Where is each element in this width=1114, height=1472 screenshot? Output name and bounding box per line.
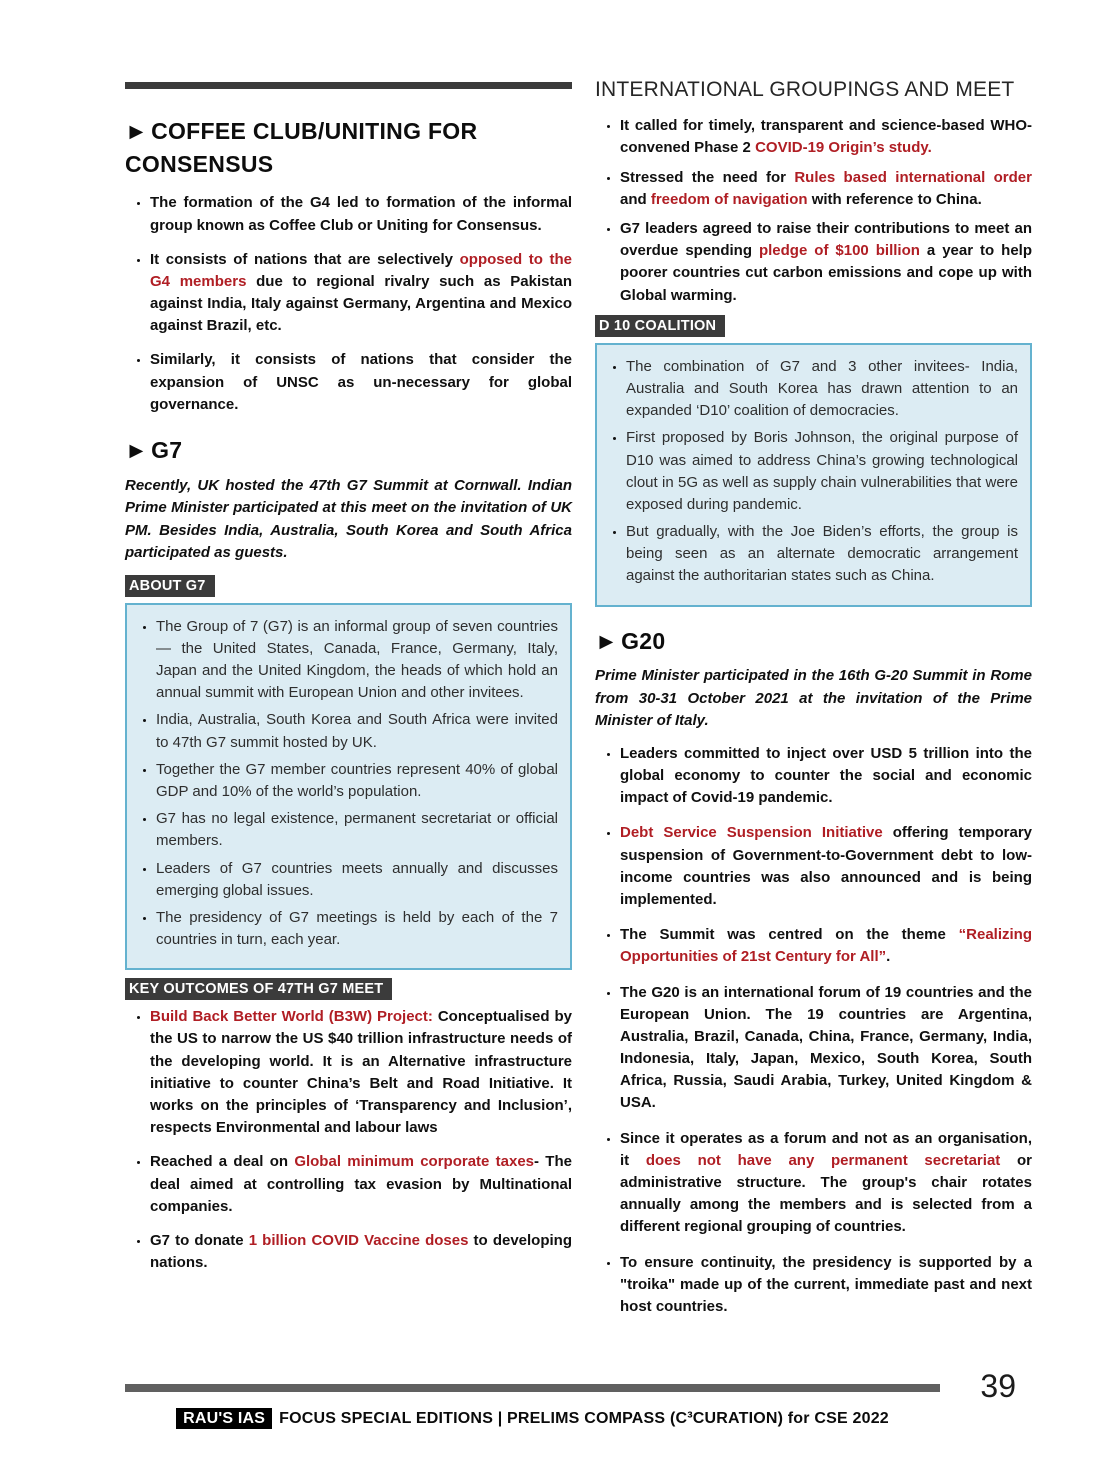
page-footer	[0, 1368, 1114, 1472]
bullet-item	[150, 1151, 572, 1218]
bullet-item	[150, 249, 572, 338]
highlighted-text: opposed to the G4 members	[150, 250, 572, 290]
g20-bullet-list	[595, 743, 1032, 1318]
heading-g7	[125, 434, 572, 467]
body-text: Since it operates as a forum and not as an organisation, it	[620, 1129, 1032, 1169]
bullet-item	[620, 1128, 1032, 1239]
bullet-item	[620, 822, 1032, 911]
body-text: The combination of G7 and 3 other invitees- India, Australia and South Korea has drawn attention to an expanded ‘D10’ coalition of democracies.	[626, 357, 1018, 420]
body-text: G7 leaders agreed to raise their contributions to meet an overdue spending	[620, 220, 1032, 260]
highlighted-text: does not have any permanent secretariat	[645, 1151, 1001, 1169]
highlighted-text: freedom of navigation	[650, 190, 808, 208]
body-text: India, Australia, South Korea and South Africa were invited to 47th G7 summit hosted by UK.	[156, 711, 558, 751]
body-text: Leaders of G7 countries meets annually and discusses emerging global issues.	[156, 859, 558, 899]
body-text: It called for timely, transparent and science-based WHO-convened Phase 2	[620, 117, 1032, 157]
body-text: G7 to donate	[150, 1231, 249, 1249]
right-column	[595, 76, 1032, 1331]
arrow-icon: ►	[595, 627, 619, 654]
highlighted-text: Rules based international order	[794, 168, 1032, 186]
about-g7-label: ABOUT G7	[125, 575, 215, 597]
body-text: The presidency of G7 meetings is held by each of the 7 countries in turn, each year.	[156, 908, 558, 949]
g20-intro-paragraph: Prime Minister participated in the 16th G-20 Summit in Rome from 30-31 October 2021 at the invitation of the Prime Minister of Italy.	[595, 667, 1032, 730]
page-header-title: INTERNATIONAL GROUPINGS AND MEET	[595, 78, 1015, 101]
body-text: Leaders committed to inject over USD 5 trillion into the global economy to counter the social and economic impact of Covid-19 pandemic.	[620, 744, 1032, 807]
bullet-item	[156, 907, 558, 951]
d10-bullet-list	[601, 356, 1018, 588]
body-text: The Summit was centred on the theme	[620, 926, 959, 944]
d10-label-row	[595, 315, 1032, 337]
left-column	[125, 76, 572, 1331]
body-text: to developing nations.	[150, 1231, 572, 1272]
arrow-icon: ►	[125, 118, 149, 144]
bullet-item	[156, 858, 558, 902]
body-text: The Group of 7 (G7) is an informal group of seven countries — the United States, Canada, France, Germany, Italy, Japan and the United Kingdom, the heads of which hold an annual summit with European Union and other invitees.	[156, 617, 558, 702]
page-number: 39	[980, 1368, 1016, 1404]
body-text: The formation of the G4 led to formation of the informal group known as Coffee Club or Uniting for Consensus.	[150, 194, 572, 234]
left-column-top-rule	[125, 82, 572, 89]
bullet-item	[620, 115, 1032, 159]
body-text: To ensure continuity, the presidency is supported by a "troika" made up of the current, immediate past and next host countries.	[620, 1253, 1032, 1315]
g7-continued-bullet-list	[595, 115, 1032, 307]
bullet-item	[626, 427, 1018, 516]
bullet-item	[620, 167, 1032, 211]
bullet-item	[620, 218, 1032, 307]
bullet-item	[150, 349, 572, 416]
bullet-item	[156, 759, 558, 803]
d10-coalition-label: D 10 COALITION	[595, 315, 725, 337]
about-g7-info-box	[125, 603, 572, 971]
highlighted-text: COVID-19 Origin’s study.	[755, 139, 932, 157]
bullet-item	[150, 1230, 572, 1274]
body-text: due to regional rivalry such as Pakistan against India, Italy against Germany, Argentina and Mexico against Brazil, etc.	[150, 272, 572, 335]
body-text: .	[886, 948, 891, 966]
bullet-item	[150, 192, 572, 236]
body-text: Reached a deal on	[150, 1153, 295, 1171]
highlighted-text: Debt Service Suspension Initiative	[620, 824, 883, 842]
body-text: with reference to China.	[807, 190, 982, 208]
about-g7-bullet-list	[131, 616, 558, 952]
bullet-item	[626, 521, 1018, 588]
body-text: Similarly, it consists of nations that consider the expansion of UNSC as un-necessary for global governance.	[150, 351, 572, 413]
footer-line	[125, 1410, 940, 1428]
highlighted-text: pledge of $100 billion	[758, 242, 920, 260]
heading-coffee-club	[125, 115, 572, 180]
highlighted-text: “Realizing Opportunities of 21st Century for All”	[620, 926, 1032, 966]
heading-g20	[595, 625, 1032, 658]
body-text: a year to help poorer countries cut carbon emissions and cope up with Global warming.	[620, 242, 1033, 304]
bullet-item	[156, 616, 558, 705]
body-text: Stressed the need for	[620, 168, 795, 186]
body-text: Conceptualised by the US to narrow the US $40 trillion infrastructure needs of the developing world. It is an Alternative infrastructure initiative to counter China’s Belt and Road Initiative. It works on the principles of ‘Transparency and Inclusion’, respects Environmental and labour laws	[150, 1008, 573, 1137]
body-text: G7 has no legal existence, permanent secretariat or official members.	[156, 810, 558, 850]
g7-intro-paragraph: Recently, UK hosted the 47th G7 Summit at Cornwall. Indian Prime Minister participated at this meet on the invitation of UK PM. Besides India, Australia, South Korea and South Africa participated as guests.	[125, 476, 572, 562]
highlighted-text: Global minimum corporate taxes	[294, 1153, 535, 1171]
bullet-item	[620, 982, 1032, 1115]
bullet-item	[626, 356, 1018, 423]
highlighted-text: Build Back Better World (B3W) Project:	[150, 1008, 433, 1026]
footer-text: FOCUS SPECIAL EDITIONS | PRELIMS COMPASS (C³CURATION) for CSE 2022	[279, 1410, 889, 1427]
heading-g20-text: G20	[621, 627, 666, 654]
bullet-item	[620, 924, 1032, 968]
key-outcomes-label-row	[125, 978, 572, 1000]
heading-coffee-club-text: COFFEE CLUB/UNITING FOR CONSENSUS	[125, 118, 478, 177]
body-text: It consists of nations that are selectively	[150, 250, 460, 268]
footer-brand-badge: RAU'S IAS	[176, 1408, 272, 1429]
arrow-icon: ►	[125, 437, 149, 463]
key-outcomes-label: KEY OUTCOMES OF 47TH G7 MEET	[125, 978, 392, 1000]
heading-g7-text: G7	[151, 437, 183, 463]
body-text: First proposed by Boris Johnson, the original purpose of D10 was aimed to address China’s growing technological clout in 5G as well as supply chain vulnerabilities that were exposed during pandemic.	[626, 429, 1018, 513]
body-text: and	[620, 190, 651, 208]
coffee-club-bullet-list	[125, 192, 572, 416]
bullet-item	[620, 1252, 1032, 1319]
bullet-item	[620, 743, 1032, 810]
body-text: Together the G7 member countries represent 40% of global GDP and 10% of the world’s population.	[156, 760, 558, 800]
bullet-item	[156, 808, 558, 852]
footer-rule	[125, 1384, 940, 1392]
body-text: The G20 is an international forum of 19 countries and the European Union. The 19 countries are Argentina, Australia, Brazil, Canada, China, France, Germany, India, Indonesia, Italy, Japan, Mexico, South Korea, South Africa, Russia, Saudi Arabia, Turkey, United Kingdom & USA.	[620, 983, 1032, 1112]
body-text: offering temporary suspension of Government-to-Government debt to low-income countries was also announced and is being implemented.	[620, 824, 1032, 908]
bullet-item	[156, 709, 558, 753]
d10-info-box	[595, 343, 1032, 607]
body-text: - The deal aimed at controlling tax evasion by Multinational companies.	[150, 1153, 572, 1215]
bullet-item	[150, 1006, 572, 1139]
body-text: But gradually, with the Joe Biden’s efforts, the group is being seen as an alternate democratic arrangement against the authoritarian states such as China.	[626, 523, 1018, 585]
key-outcomes-bullet-list	[125, 1006, 572, 1274]
highlighted-text: 1 billion COVID Vaccine doses	[248, 1231, 469, 1249]
about-g7-label-row	[125, 575, 572, 597]
body-text: or administrative structure. The group's chair rotates annually among the members and is selected from a different regional grouping of countries.	[620, 1151, 1032, 1236]
